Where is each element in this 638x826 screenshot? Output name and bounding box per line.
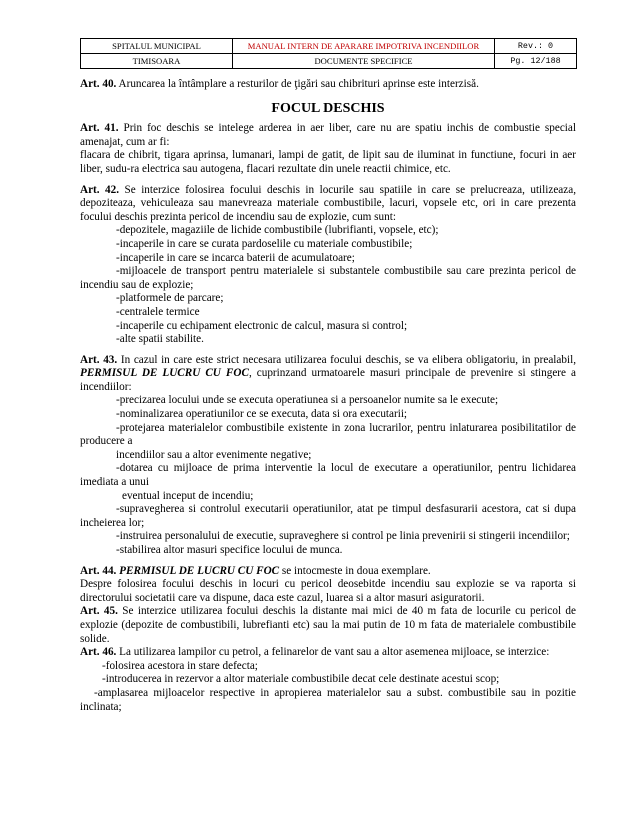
article-43-item: -supravegherea si controlul executarii operatiunilor, atat pe timpul desfasurarii acestora, cat si dupa incheierea lor; [80, 503, 576, 529]
article-46-item: -amplasarea mijloacelor respective in apropierea materialelor sau a subst. combustibile sau in pozitie inclinata; [80, 686, 576, 713]
article-43-text-a: In cazul in care este strict necesara utilizarea focului deschis, se va elibera obligatoriu, in prealabil, [117, 353, 576, 366]
article-43-item: -protejarea materialelor combustibile existente in zona lucrarilor, pentru inlaturarea posibilitatilor de producere a [80, 421, 576, 448]
manual-title: MANUAL INTERN DE APARARE IMPOTRIVA INCENDIILOR [233, 39, 495, 54]
hospital-name-line2: TIMISOARA [81, 54, 233, 69]
document-body [80, 78, 576, 714]
article-40-text: Aruncarea la întâmplare a resturilor de ţigări sau chibrituri aprinse este interzisă. [116, 78, 479, 90]
article-42-item: -depozitele, magaziile de lichide combustibile (lubrifianti, vopsele, etc); [116, 224, 439, 237]
article-42-item: -incaperile in care se curata pardoselile cu materiale combustibile; [116, 237, 413, 250]
article-42-item: -centralele termice [116, 305, 200, 318]
article-44-text2: Despre folosirea focului deschis in locuri cu pericol deosebitde incendiu sau explozie se va raporta si directorului societatii care va dispune, daca este cazul, luarea si a altor masuri asiguratorii. [80, 578, 576, 604]
article-46-item: -introducerea in rezervor a altor materiale combustibile decat cele destinate acestui scop; [102, 673, 500, 686]
article-43 [80, 354, 576, 395]
document-page [80, 38, 576, 714]
article-45-label: Art. 45. [80, 605, 118, 618]
article-43-item: -dotarea cu mijloace de prima interventie la locul de executare a operatiunilor, pentru lichidarea imediata a unui [80, 462, 576, 489]
article-42 [80, 184, 576, 225]
article-46-text: La utilizarea lampilor cu petrol, a felinarelor de vant sau a altor asemenea mijloace, se interzice: [116, 646, 550, 659]
article-44-text: se intocmeste in doua exemplare. [279, 564, 431, 577]
article-42-item: -incaperile in care se incarca baterii de acumulatoare; [116, 251, 355, 264]
article-42-item: -alte spatii stabilite. [116, 333, 204, 346]
article-45-text: Se interzice utilizarea focului deschis la distante mai mici de 40 m fata de locurile cu pericol de explozie (depozite de combustibili, lubrefianti etc) sau la mai putin de 10 m fata de materialele combustibile solide. [80, 605, 576, 645]
article-46 [80, 646, 576, 660]
article-40 [80, 78, 576, 92]
article-41-examples: flacara de chibrit, tigara aprinsa, lumanari, lampi de gatit, de lipit sau de iluminat in functiune, focuri in aer liber, sudu-ra electrica sau autogena, flacari rezultate din unele reactii chimice, etc. [80, 149, 576, 175]
article-46-item: -folosirea acestora in stare defecta; [102, 659, 258, 672]
article-43-item: -instruirea personalului de executie, supraveghere si control pe linia prevenirii si stingerii incendiilor; [116, 530, 570, 543]
article-44-label: Art. 44. [80, 564, 117, 577]
article-42-item: -platformele de parcare; [116, 292, 224, 305]
article-43-text-b: , cuprinzand urmatoarele masuri principale de prevenire si stingere a incendiilor: [80, 367, 577, 393]
article-43-item: -precizarea locului unde se executa operatiunea si a persoanelor numite sa le execute; [116, 394, 499, 407]
article-42-item: -mijloacele de transport pentru materialele si substantele combustibile sau care prezinta pericol de incendiu sau de explozie; [80, 265, 576, 291]
hospital-name-line1: SPITALUL MUNICIPAL [81, 39, 233, 54]
document-header-table [80, 38, 577, 69]
article-43-item: -nominalizarea operatiunilor ce se executa, data si ora executarii; [116, 408, 408, 421]
page-number: Pg. 12/188 [495, 54, 577, 69]
article-40-label: Art. 40. [80, 78, 117, 90]
section-title: DOCUMENTE SPECIFICE [233, 54, 495, 69]
article-41-label: Art. 41. [80, 122, 119, 135]
article-42-label: Art. 42. [80, 183, 120, 196]
section-heading: FOCUL DESCHIS [271, 100, 385, 116]
article-43-label: Art. 43. [80, 353, 118, 366]
article-43-item: -stabilirea altor masuri specifice locului de munca. [116, 544, 343, 556]
article-43-item: eventual inceput de incendiu; [122, 489, 254, 502]
revision-label: Rev.: 0 [495, 39, 577, 54]
article-43-item: incendiilor sau a altor evenimente negative; [116, 448, 312, 461]
article-41-text: Prin foc deschis se intelege arderea in aer liber, care nu are spatiu inchis de combustie special amenajat, cum ar fi: [80, 122, 576, 148]
article-45 [80, 605, 576, 646]
article-44 [80, 565, 576, 579]
article-41 [80, 122, 576, 149]
article-43-permit-name: PERMISUL DE LUCRU CU FOC [80, 367, 249, 380]
article-42-text: Se interzice folosirea focului deschis in locurile sau spatiile in care se prelucreaza, utilizeaza, depoziteaza, vehiculeaza sau manevreaza materiale combustibile, lacuri, vopsele etc, ori in care prezenta focului deschis prezinta pericol de incendiu sau de explozie, cum sunt: [80, 183, 576, 223]
article-46-label: Art. 46. [80, 646, 117, 659]
article-44-permit-name: PERMISUL DE LUCRU CU FOC [119, 564, 280, 577]
article-42-item: -incaperile cu echipament electronic de calcul, masura si control; [116, 319, 408, 332]
